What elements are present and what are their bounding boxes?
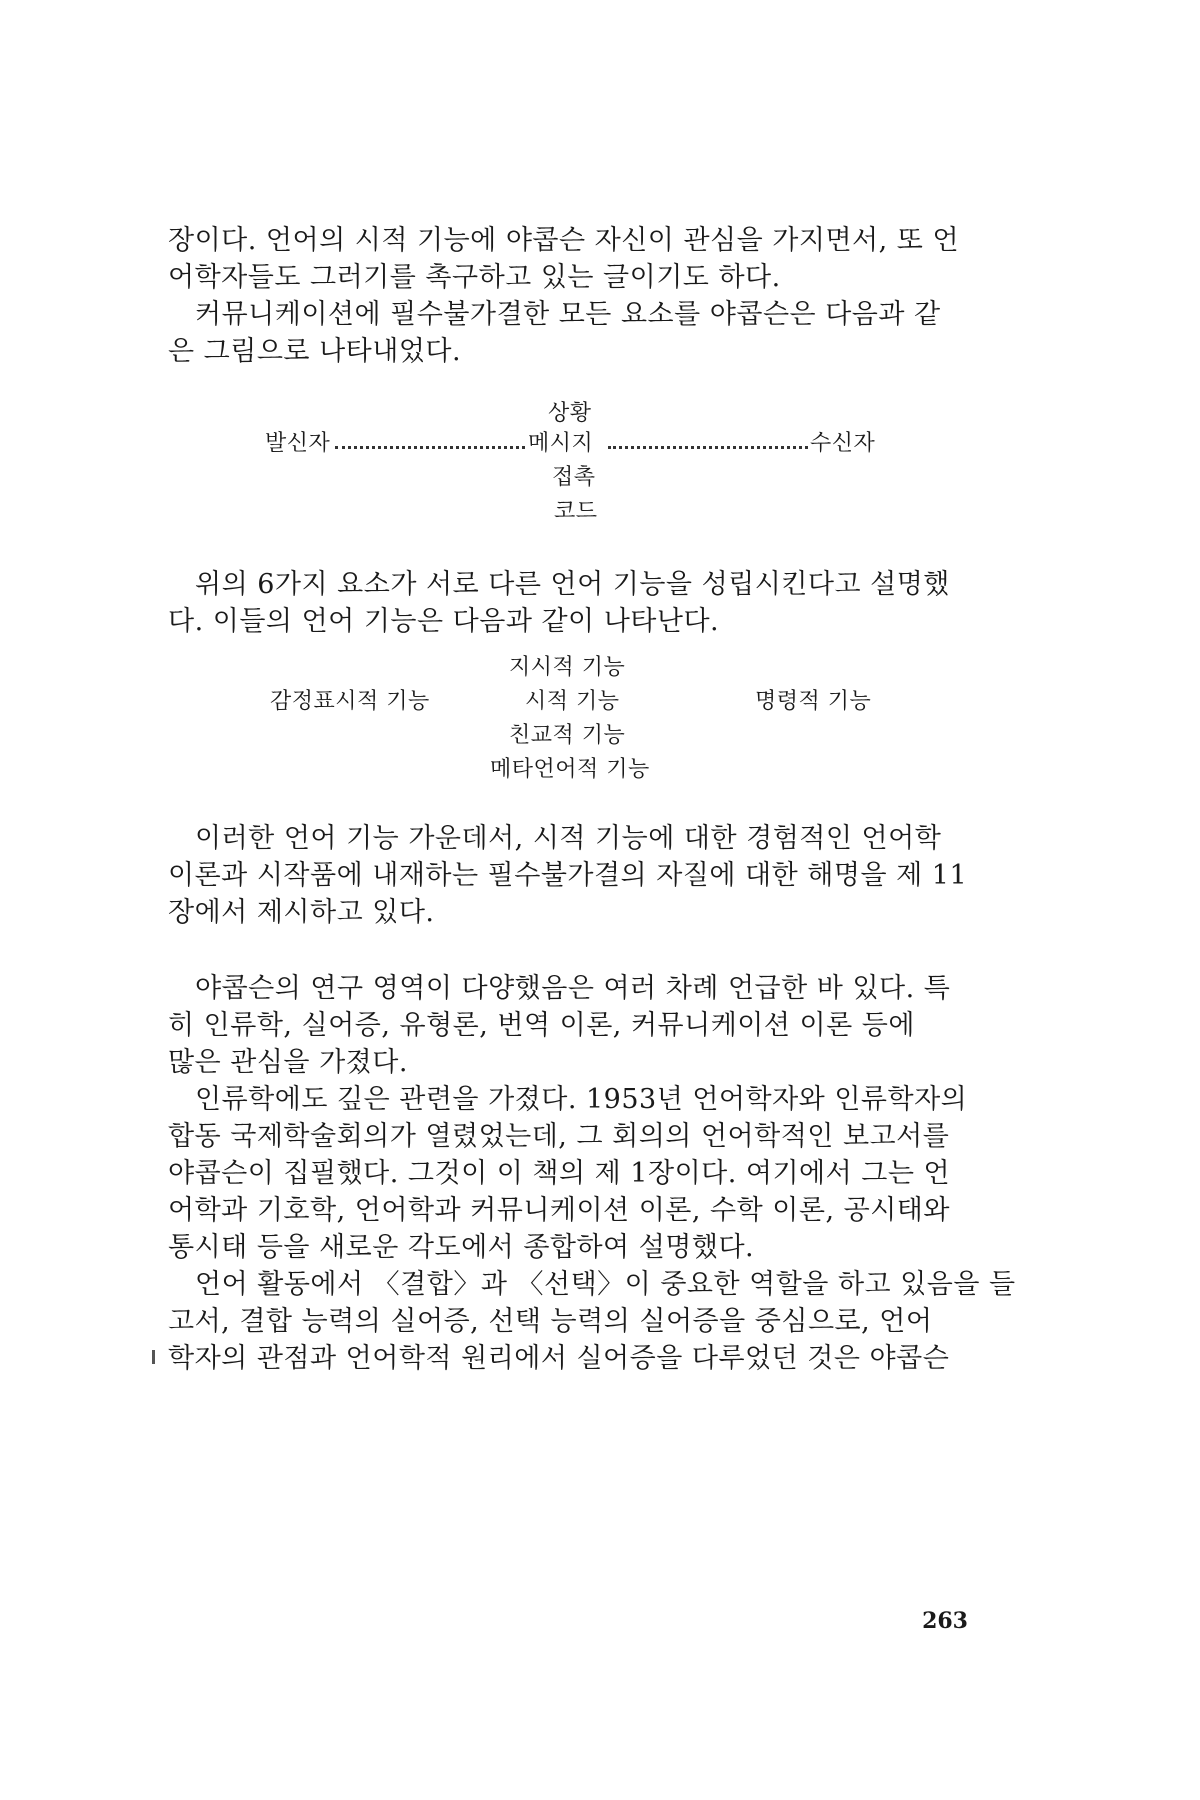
diagram-message-label: 메시지 xyxy=(528,431,594,456)
diagram-code-label: 코드 xyxy=(554,499,598,524)
text-line: 다. 이들의 언어 기능은 다음과 같이 나타난다. xyxy=(168,606,720,637)
function-referential-label: 지시적 기능 xyxy=(509,655,626,680)
text-line: 많은 관심을 가졌다. xyxy=(168,1047,408,1078)
paragraph-2 xyxy=(168,296,968,370)
paragraph-3 xyxy=(168,566,968,640)
diagram-dotted-line-left xyxy=(335,446,525,449)
paragraph-6 xyxy=(168,1081,968,1266)
function-metalingual-label: 메타언어적 기능 xyxy=(490,757,650,782)
text-line: 은 그림으로 나타내었다. xyxy=(168,336,462,367)
function-conative-label: 명령적 기능 xyxy=(755,689,872,714)
text-line: 장에서 제시하고 있다. xyxy=(168,897,435,928)
text-line: 히 인류학, 실어증, 유형론, 번역 이론, 커뮤니케이션 이론 등에 xyxy=(168,1010,915,1041)
function-emotive-label: 감정표시적 기능 xyxy=(270,689,430,714)
text-line: 학자의 관점과 언어학적 원리에서 실어증을 다루었던 것은 야콥슨 xyxy=(168,1343,950,1374)
text-line: 통시태 등을 새로운 각도에서 종합하여 설명했다. xyxy=(168,1232,755,1263)
text-line: 야콥슨의 연구 영역이 다양했음은 여러 차례 언급한 바 있다. 특 xyxy=(195,973,951,1004)
text-line: 어학자들도 그러기를 촉구하고 있는 글이기도 하다. xyxy=(168,262,781,293)
text-line: 이러한 언어 기능 가운데서, 시적 기능에 대한 경험적인 언어학 xyxy=(195,823,942,854)
text-line: 인류학에도 깊은 관련을 가졌다. 1953년 언어학자와 인류학자의 xyxy=(195,1084,968,1115)
text-line: 이론과 시작품에 내재하는 필수불가결의 자질에 대한 해명을 제 11 xyxy=(168,860,968,891)
text-line: 언어 활동에서 〈결합〉과 〈선택〉이 중요한 역할을 하고 있음을 들 xyxy=(195,1269,1016,1300)
diagram-contact-label: 접촉 xyxy=(552,465,596,490)
function-poetic-label: 시적 기능 xyxy=(525,689,620,714)
text-line: 야콥슨이 집필했다. 그것이 이 책의 제 1장이다. 여기에서 그는 언 xyxy=(168,1158,951,1189)
text-line: 위의 6가지 요소가 서로 다른 언어 기능을 성립시킨다고 설명했 xyxy=(195,569,950,600)
paragraph-4 xyxy=(168,820,968,931)
text-line: 고서, 결합 능력의 실어증, 선택 능력의 실어증을 중심으로, 언어 xyxy=(168,1306,933,1337)
paragraph-5 xyxy=(168,970,968,1081)
function-phatic-label: 친교적 기능 xyxy=(509,723,626,748)
diagram-sender-label: 발신자 xyxy=(265,431,331,456)
text-line: 커뮤니케이션에 필수불가결한 모든 요소를 야콥슨은 다음과 같 xyxy=(195,299,941,330)
diagram-receiver-label: 수신자 xyxy=(810,431,876,456)
text-line: 장이다. 언어의 시적 기능에 야콥슨 자신이 관심을 가지면서, 또 언 xyxy=(168,225,960,256)
paragraph-1 xyxy=(168,222,968,296)
text-line: 어학과 기호학, 언어학과 커뮤니케이션 이론, 수학 이론, 공시태와 xyxy=(168,1195,950,1226)
paragraph-7 xyxy=(168,1266,1016,1377)
diagram-dotted-line-right xyxy=(608,446,808,449)
diagram-context-label: 상황 xyxy=(548,401,592,426)
margin-mark xyxy=(152,1350,155,1364)
text-line: 합동 국제학술회의가 열렸었는데, 그 회의의 언어학적인 보고서를 xyxy=(168,1121,950,1152)
page-number: 263 xyxy=(922,1608,968,1634)
